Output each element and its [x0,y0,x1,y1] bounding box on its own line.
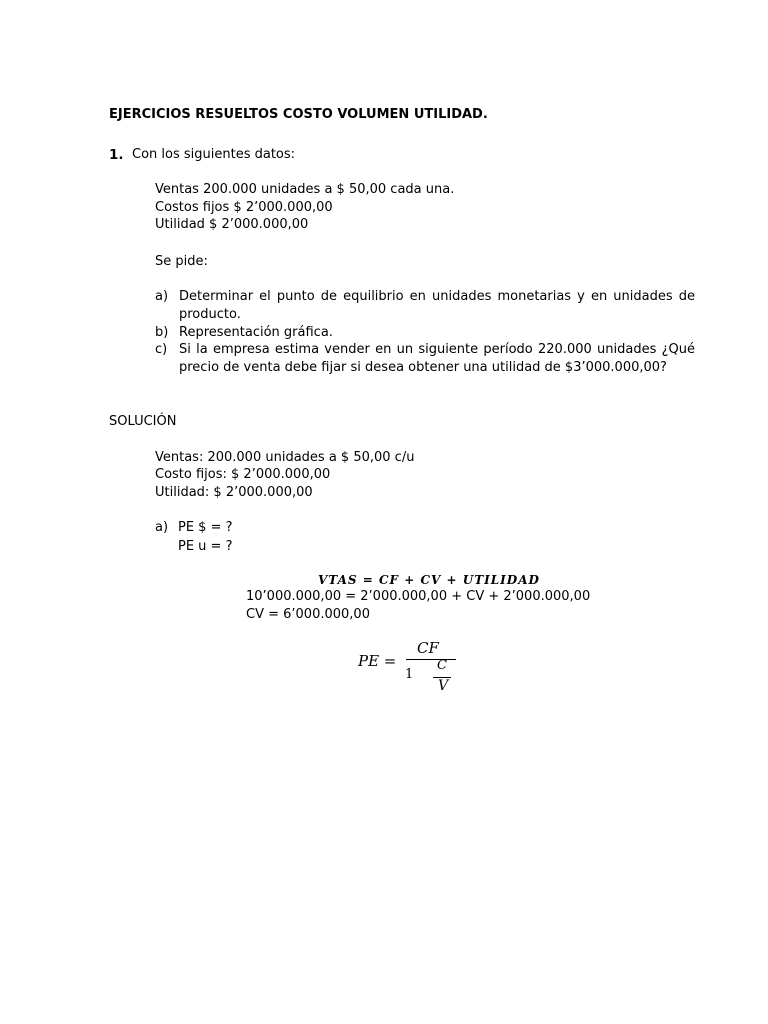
solution-heading: SOLUCIÓN [109,414,177,429]
list-item [155,341,695,377]
formula-fraction-bar [406,659,456,660]
solution-line-fixed-costs: Costo fijos: $ 2’000.000,00 [155,467,331,482]
list-item-letter: b) [155,325,169,340]
formula-inner-numerator: C [437,658,447,673]
pe-money-line: PE $ = ? [178,520,233,535]
exercise-number: 1. [109,147,124,163]
list-item-text: Si la empresa estima vender en un siguiente período 220.000 unidades ¿Qué precio de venta debe fijar si desea obtener una utilidad de $3’000.000,00? [179,342,695,375]
exercise-intro: Con los siguientes datos: [132,147,296,162]
calc-line-2: CV = 6’000.000,00 [246,607,370,622]
cvu-equation: VTAS = CF + CV + UTILIDAD [318,573,540,587]
document-title: EJERCICIOS RESUELTOS COSTO VOLUMEN UTILIDAD. [109,107,488,122]
list-item-text: Determinar el punto de equilibrio en unidades monetarias y en unidades de producto. [179,289,695,322]
formula-one: 1 [405,667,414,682]
list-item-letter: c) [155,342,168,357]
solution-line-profit: Utilidad: $ 2’000.000,00 [155,485,313,500]
solution-line-sales: Ventas: 200.000 unidades a $ 50,00 c/u [155,450,415,465]
calc-line-1: 10’000.000,00 = 2’000.000,00 + CV + 2’000.000,00 [246,589,591,604]
pe-units-line: PE u = ? [178,539,233,554]
list-item-letter: a) [155,289,169,304]
data-line-profit: Utilidad $ 2’000.000,00 [155,217,309,232]
list-item [155,288,695,324]
se-pide-label: Se pide: [155,254,208,269]
formula-numerator: CF [417,639,439,657]
list-item [155,324,695,342]
solution-part-letter: a) [155,520,169,535]
data-line-fixed-costs: Costos fijos $ 2’000.000,00 [155,200,333,215]
formula-lhs: PE = [358,652,397,670]
list-item-text: Representación gráfica. [179,325,333,340]
formula-inner-denominator: V [438,678,449,694]
data-line-sales: Ventas 200.000 unidades a $ 50,00 cada una. [155,182,455,197]
